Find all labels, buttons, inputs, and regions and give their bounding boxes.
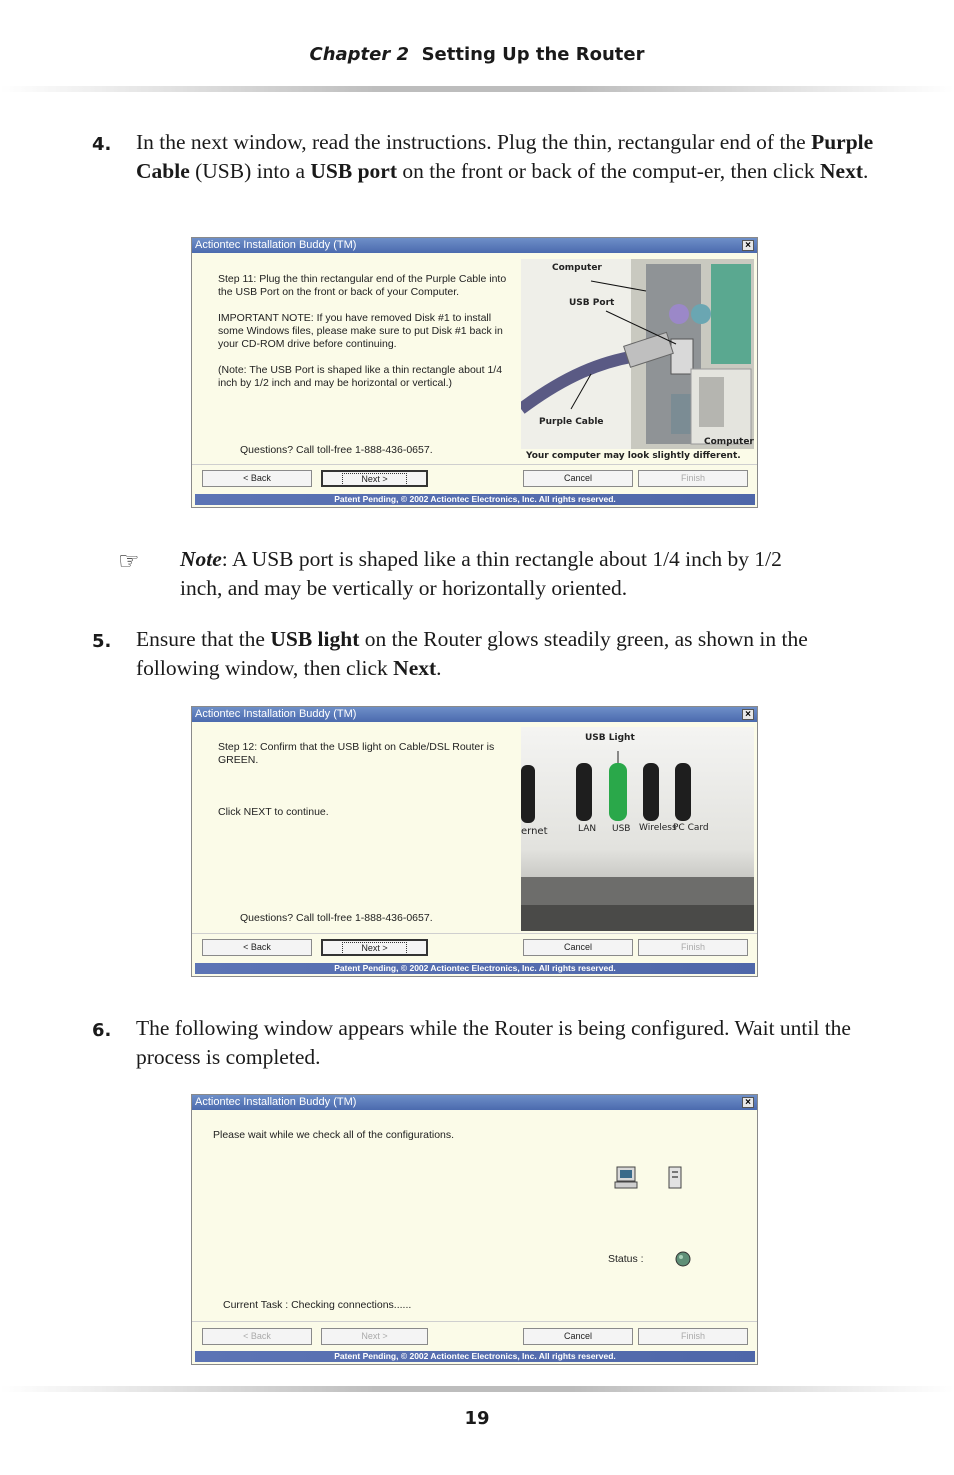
pointing-hand-icon: ☞ [118,547,140,575]
back-button[interactable]: < Back [202,1328,312,1345]
router-led-photo [521,727,754,931]
cancel-button[interactable]: Cancel [523,470,633,487]
close-button[interactable]: × [742,1097,754,1108]
led-label-ethernet: ernet [521,826,548,837]
window-titlebar: Actiontec Installation Buddy (TM) × [192,238,757,253]
note-text: Note: A USB port is shaped like a thin rectangle about 1/4 inch by 1/2 inch, and may be vertically or horizontally oriented. [180,547,782,600]
back-button[interactable]: < Back [202,470,312,487]
next-button[interactable]: Next > [321,470,428,487]
instruction-text: Step 11: Plug the thin rectangular end of the Purple Cable into the USB Port on the front or back of your Computer. [218,273,507,298]
window-titlebar: Actiontec Installation Buddy (TM) × [192,707,757,722]
router-icon [666,1165,684,1191]
computer-icon [613,1165,641,1191]
running-header [0,44,954,65]
next-button[interactable]: Next > [321,1328,428,1345]
led-label-pc-card: PC Card [673,823,709,833]
next-button[interactable]: Next > [321,939,428,956]
step-number: 6. [92,1020,112,1041]
step-number: 5. [92,631,112,652]
window-titlebar: Actiontec Installation Buddy (TM) × [192,1095,757,1110]
button-separator [192,1321,757,1322]
questions-text: Questions? Call toll-free 1-888-436-0657. [240,912,433,924]
copyright-footer: Patent Pending, © 2002 Actiontec Electronics, Inc. All rights reserved. [195,963,755,974]
installer-window-step12 [191,706,758,977]
led-label-usb: USB [612,824,631,834]
close-button[interactable]: × [742,240,754,251]
finish-button[interactable]: Finish [638,470,748,487]
status-indicator-icon [673,1250,693,1268]
back-button[interactable]: < Back [202,939,312,956]
usb-port-note: (Note: The USB Port is shaped like a thin rectangle about 1/4 inch by 1/2 inch and may be horizontal or vertical.) [218,364,503,389]
header-rule [0,86,954,92]
router-front-illustration [521,727,754,931]
current-task: Current Task : Checking connections...... [223,1299,412,1311]
questions-text: Questions? Call toll-free 1-888-436-0657. [240,444,433,456]
step-number: 4. [92,134,112,155]
usb-port-photo [521,259,754,449]
button-separator [192,464,757,465]
led-label-wireless: Wireless [639,823,677,833]
label-purple-cable: Purple Cable [539,417,604,427]
instruction-text: Step 12: Confirm that the USB light on Cable/DSL Router is GREEN. [218,741,495,766]
important-note: IMPORTANT NOTE: If you have removed Disk #1 to install some Windows files, please make sure to put Disk #1 back in your CD-ROM drive before continuing. [218,312,503,350]
installer-window-checking [191,1094,758,1365]
chapter-title: Setting Up the Router [421,44,645,65]
cancel-button[interactable]: Cancel [523,939,633,956]
step-text: Ensure that the USB light on the Router glows steadily green, as shown in the following window, then click Next. [136,627,808,680]
finish-button[interactable]: Finish [638,939,748,956]
label-may-look-different: Your computer may look slightly different. [526,451,741,461]
chapter-label: Chapter 2 [309,44,410,65]
continue-text: Click NEXT to continue. [218,806,329,818]
step-text: In the next window, read the instructions. Plug the thin, rectangular end of the Purple Cable (USB) into a USB port on the front or back of the comput-er, then click Next. [136,130,874,183]
label-usb-light: USB Light [585,733,635,743]
step-text: The following window appears while the Router is being configured. Wait until the process is completed. [136,1016,851,1069]
page-number: 19 [464,1408,490,1429]
copyright-footer: Patent Pending, © 2002 Actiontec Electronics, Inc. All rights reserved. [195,494,755,505]
label-usb-port: USB Port [569,298,615,308]
status-label: Status : [608,1253,644,1265]
label-computer-2: Computer [704,437,754,447]
copyright-footer: Patent Pending, © 2002 Actiontec Electronics, Inc. All rights reserved. [195,1351,755,1362]
label-computer: Computer [552,263,602,273]
finish-button[interactable]: Finish [638,1328,748,1345]
close-button[interactable]: × [742,709,754,720]
cancel-button[interactable]: Cancel [523,1328,633,1345]
installer-window-step11 [191,237,758,508]
button-separator [192,933,757,934]
footer-rule [0,1386,954,1392]
led-label-lan: LAN [578,824,597,834]
wait-message: Please wait while we check all of the configurations. [213,1129,455,1141]
